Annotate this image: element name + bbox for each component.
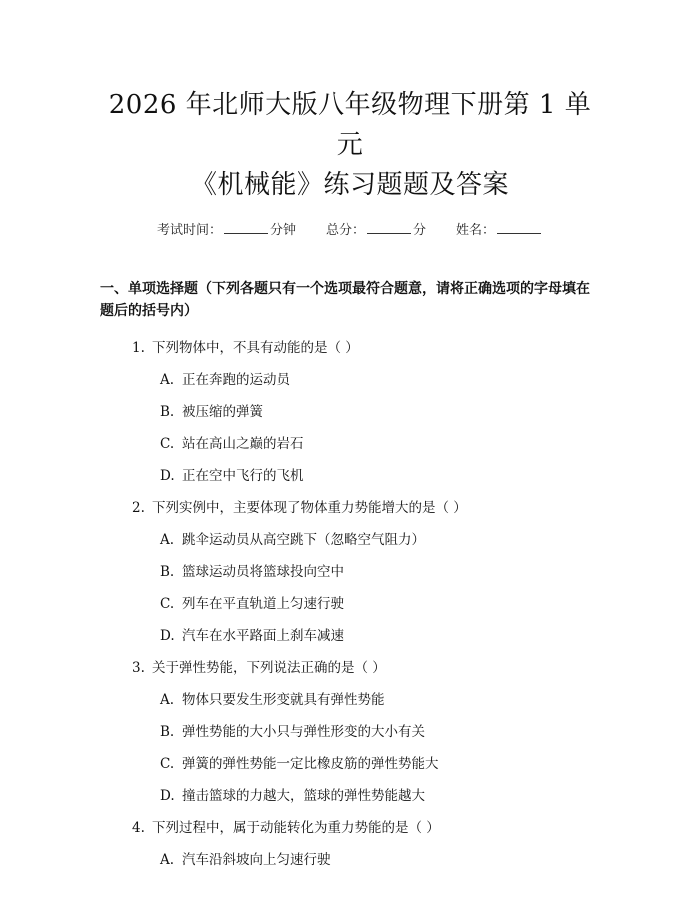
section-title: 一、单项选择题（下列各题只有一个选项最符合题意，请将正确选项的字母填在题后的括号内） — [100, 281, 590, 319]
student-name-blank — [497, 221, 541, 234]
option-d — [100, 780, 600, 812]
question-4 — [100, 812, 600, 876]
option-text: 篮球运动员将篮球投向空中 — [182, 564, 344, 580]
option-label: C. — [160, 436, 175, 452]
option-label: C. — [160, 596, 175, 612]
option-text: 弹性势能的大小只与弹性形变的大小有关 — [182, 724, 425, 740]
question-number: 1. — [132, 340, 145, 356]
question-number: 3. — [132, 660, 145, 676]
option-c — [100, 428, 600, 460]
option-a — [100, 684, 600, 716]
student-name — [456, 219, 543, 238]
option-label: A. — [160, 852, 175, 868]
option-text: 正在空中飞行的飞机 — [182, 468, 304, 484]
option-b — [100, 556, 600, 588]
option-text: 汽车沿斜坡向上匀速行驶 — [182, 852, 331, 868]
option-a — [100, 364, 600, 396]
option-b — [100, 396, 600, 428]
option-text: 物体只要发生形变就具有弹性势能 — [182, 692, 385, 708]
option-b — [100, 716, 600, 748]
option-text: 被压缩的弹簧 — [182, 404, 263, 420]
question-number: 2. — [132, 500, 145, 516]
option-label: B. — [160, 724, 175, 740]
question-2 — [100, 492, 600, 652]
question-number: 4. — [132, 820, 145, 836]
student-name-label: 姓名： — [456, 223, 496, 238]
question-text: 下列过程中，属于动能转化为重力势能的是（ ） — [152, 820, 440, 836]
exam-time-label: 考试时间： — [156, 223, 222, 238]
option-label: B. — [160, 564, 175, 580]
question-text: 下列物体中，不具有动能的是（ ） — [152, 340, 359, 356]
exam-time — [157, 219, 296, 238]
total-score-unit: 分 — [413, 223, 427, 238]
question-stem — [100, 812, 600, 844]
option-text: 跳伞运动员从高空跳下（忽略空气阻力） — [182, 532, 425, 548]
option-text: 正在奔跑的运动员 — [182, 372, 290, 388]
option-label: D. — [160, 628, 175, 644]
document-title — [100, 0, 600, 205]
option-label: C. — [160, 756, 175, 772]
option-label: D. — [160, 468, 175, 484]
option-label: D. — [160, 788, 175, 804]
total-score-blank — [367, 221, 411, 234]
option-text: 弹簧的弹性势能一定比橡皮筋的弹性势能大 — [182, 756, 439, 772]
option-label: A. — [160, 692, 175, 708]
question-text: 下列实例中，主要体现了物体重力势能增大的是（ ） — [152, 500, 467, 516]
question-1 — [100, 332, 600, 492]
option-d — [100, 460, 600, 492]
option-a — [100, 844, 600, 876]
total-score — [326, 219, 426, 238]
option-text: 列车在平直轨道上匀速行驶 — [182, 596, 344, 612]
exam-meta — [100, 219, 600, 238]
option-text: 汽车在水平路面上刹车减速 — [182, 628, 344, 644]
question-stem — [100, 652, 600, 684]
question-text: 关于弹性势能，下列说法正确的是（ ） — [152, 660, 386, 676]
total-score-label: 总分： — [325, 223, 365, 238]
question-stem — [100, 492, 600, 524]
title-line-2: 《机械能》练习题题及答案 — [190, 170, 509, 200]
option-c — [100, 748, 600, 780]
option-d — [100, 620, 600, 652]
title-line-1: 2026 年北师大版八年级物理下册第 1 单元 — [108, 90, 592, 160]
question-stem — [100, 332, 600, 364]
question-list — [100, 332, 600, 876]
option-label: A. — [160, 372, 175, 388]
option-c — [100, 588, 600, 620]
option-text: 站在高山之巅的岩石 — [182, 436, 304, 452]
option-a — [100, 524, 600, 556]
exam-time-blank — [224, 221, 268, 234]
option-text: 撞击篮球的力越大，篮球的弹性势能越大 — [182, 788, 425, 804]
exam-time-unit: 分钟 — [269, 223, 296, 238]
option-label: B. — [160, 404, 175, 420]
question-3 — [100, 652, 600, 812]
option-label: A. — [160, 532, 175, 548]
